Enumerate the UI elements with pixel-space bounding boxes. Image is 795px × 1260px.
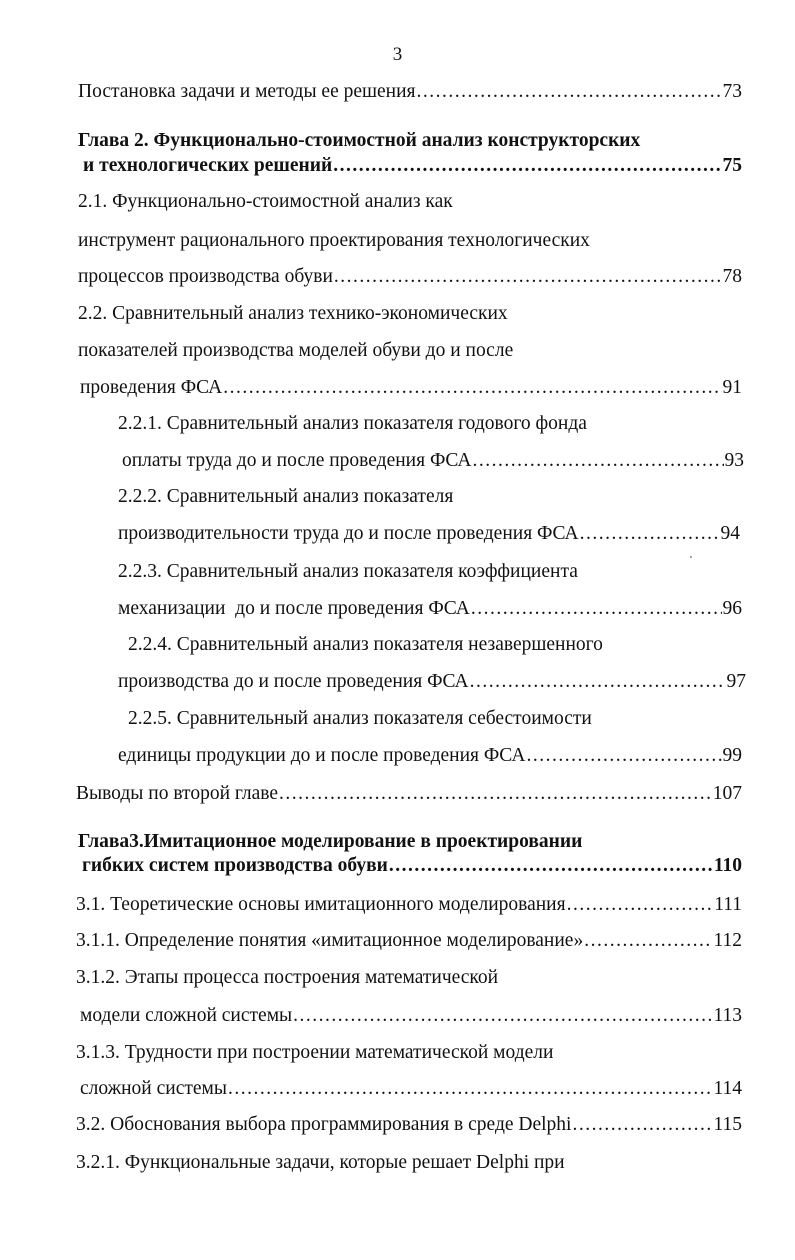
dot-leader	[471, 597, 722, 621]
toc-page-number: 96	[722, 598, 742, 619]
toc-entry-2-2-5-line1: 2.2.5. Сравнительный анализ показателя себестоимости	[128, 708, 592, 729]
chapter-3-heading-cont	[82, 854, 742, 878]
toc-entry-3-2-1-line1: 3.2.1. Функциональные задачи, которые решает Delphi при	[76, 1152, 565, 1173]
toc-entry-2-2-line2: показателей производства моделей обуви до и после	[78, 340, 514, 361]
toc-entry-2-2-5-line2	[118, 744, 742, 768]
toc-page-number: 91	[722, 377, 742, 398]
toc-page-number: 107	[712, 783, 742, 804]
toc-page-number: 114	[713, 1078, 742, 1099]
page-number: 3	[392, 44, 403, 65]
chapter-3-heading: Глава3.Имитационное моделирование в проектировании	[78, 831, 583, 852]
toc-entry-3-1-3-line2	[80, 1077, 742, 1101]
toc-entry-2-1-line3	[78, 265, 742, 289]
dot-leader	[223, 376, 721, 400]
toc-entry-2-2-1-line2	[122, 449, 744, 473]
toc-entry-2-2-4-line1: 2.2.4. Сравнительный анализ показателя незавершенного	[128, 634, 603, 655]
toc-entry-text: 3.2. Обоснования выбора программирования в среде Delphi	[76, 1114, 572, 1135]
toc-page-number: 113	[713, 1005, 742, 1026]
toc-page-number: 111	[714, 894, 742, 915]
dot-leader	[526, 744, 721, 768]
toc-entry-3-2	[76, 1113, 742, 1137]
toc-page-number: 99	[722, 745, 742, 766]
dot-leader	[279, 782, 712, 806]
toc-entry-text: оплаты труда до и после проведения ФСА	[122, 450, 472, 471]
toc-page-number: 75	[722, 155, 742, 176]
toc-entry-text: механизации до и после проведения ФСА	[118, 598, 470, 619]
dot-leader	[470, 670, 726, 694]
scan-speck	[690, 556, 692, 558]
toc-entry-conclusions-ch2	[76, 782, 742, 806]
toc-entry-2-1-line1: 2.1. Функционально-стоимостной анализ как	[78, 191, 453, 212]
dot-leader	[584, 929, 712, 953]
toc-entry-3-1-2-line1: 3.1.2. Этапы процесса построения математической	[76, 967, 499, 988]
toc-page-number: 97	[726, 671, 746, 692]
dot-leader	[572, 1113, 712, 1137]
toc-entry-2-1-line2: инструмент рационального проектирования технологических	[78, 230, 590, 251]
toc-entry-2-2-3-line1: 2.2.3. Сравнительный анализ показателя коэффициента	[118, 561, 578, 582]
toc-entry-text: сложной системы	[80, 1078, 227, 1099]
toc-entry-text: модели сложной системы	[80, 1005, 293, 1026]
toc-entry-text: гибких систем производства обуви	[82, 855, 388, 876]
dot-leader	[472, 449, 723, 473]
toc-page-number: 115	[713, 1114, 742, 1135]
dot-leader	[389, 854, 713, 878]
toc-entry-2-2-3-line2	[118, 597, 742, 621]
chapter-2-heading: Глава 2. Функционально-стоимостной анализ конструкторских	[78, 130, 641, 151]
toc-entry-3-1-2-line2	[80, 1004, 742, 1028]
dot-leader	[334, 265, 722, 289]
toc-entry-text: процессов производства обуви	[78, 266, 333, 287]
toc-page-number: 93	[724, 450, 744, 471]
toc-entry-2-2-1-line1: 2.2.1. Сравнительный анализ показателя годового фонда	[118, 413, 587, 434]
toc-entry-text: Постановка задачи и методы ее решения	[78, 81, 416, 102]
dot-leader	[580, 522, 720, 546]
toc-entry-text: производительности труда до и после проведения ФСА	[118, 523, 579, 544]
toc-entry-problem-statement	[78, 80, 742, 104]
dot-leader	[293, 1004, 712, 1028]
chapter-2-heading-cont	[83, 154, 742, 178]
dot-leader	[417, 80, 722, 104]
toc-entry-2-2-4-line2	[118, 670, 746, 694]
toc-entry-3-1-1	[76, 929, 742, 953]
toc-entry-text: проведения ФСА	[80, 377, 223, 398]
toc-page-number: 94	[720, 523, 740, 544]
toc-page-number: 78	[722, 266, 742, 287]
toc-entry-2-2-line1: 2.2. Сравнительный анализ технико-экономических	[78, 303, 508, 324]
toc-entry-2-2-line3	[80, 376, 742, 400]
toc-entry-3-1	[76, 893, 742, 917]
toc-entry-text: 3.1.1. Определение понятия «имитационное моделирование»	[76, 930, 584, 951]
toc-entry-3-1-3-line1: 3.1.3. Трудности при построении математической модели	[76, 1042, 554, 1063]
dot-leader	[228, 1077, 712, 1101]
toc-page-number: 110	[713, 855, 742, 876]
toc-page-number: 73	[722, 81, 742, 102]
toc-entry-text: производства до и после проведения ФСА	[118, 671, 469, 692]
dot-leader	[567, 893, 714, 917]
toc-entry-2-2-2-line2	[118, 522, 740, 546]
toc-entry-text: и технологических решений	[83, 155, 333, 176]
dot-leader	[333, 154, 721, 178]
toc-page-number: 112	[713, 930, 742, 951]
toc-entry-text: 3.1. Теоретические основы имитационного моделирования	[76, 894, 566, 915]
toc-entry-text: Выводы по второй главе	[76, 783, 279, 804]
toc-entry-text: единицы продукции до и после проведения ФСА	[118, 745, 526, 766]
toc-entry-2-2-2-line1: 2.2.2. Сравнительный анализ показателя	[118, 486, 454, 507]
